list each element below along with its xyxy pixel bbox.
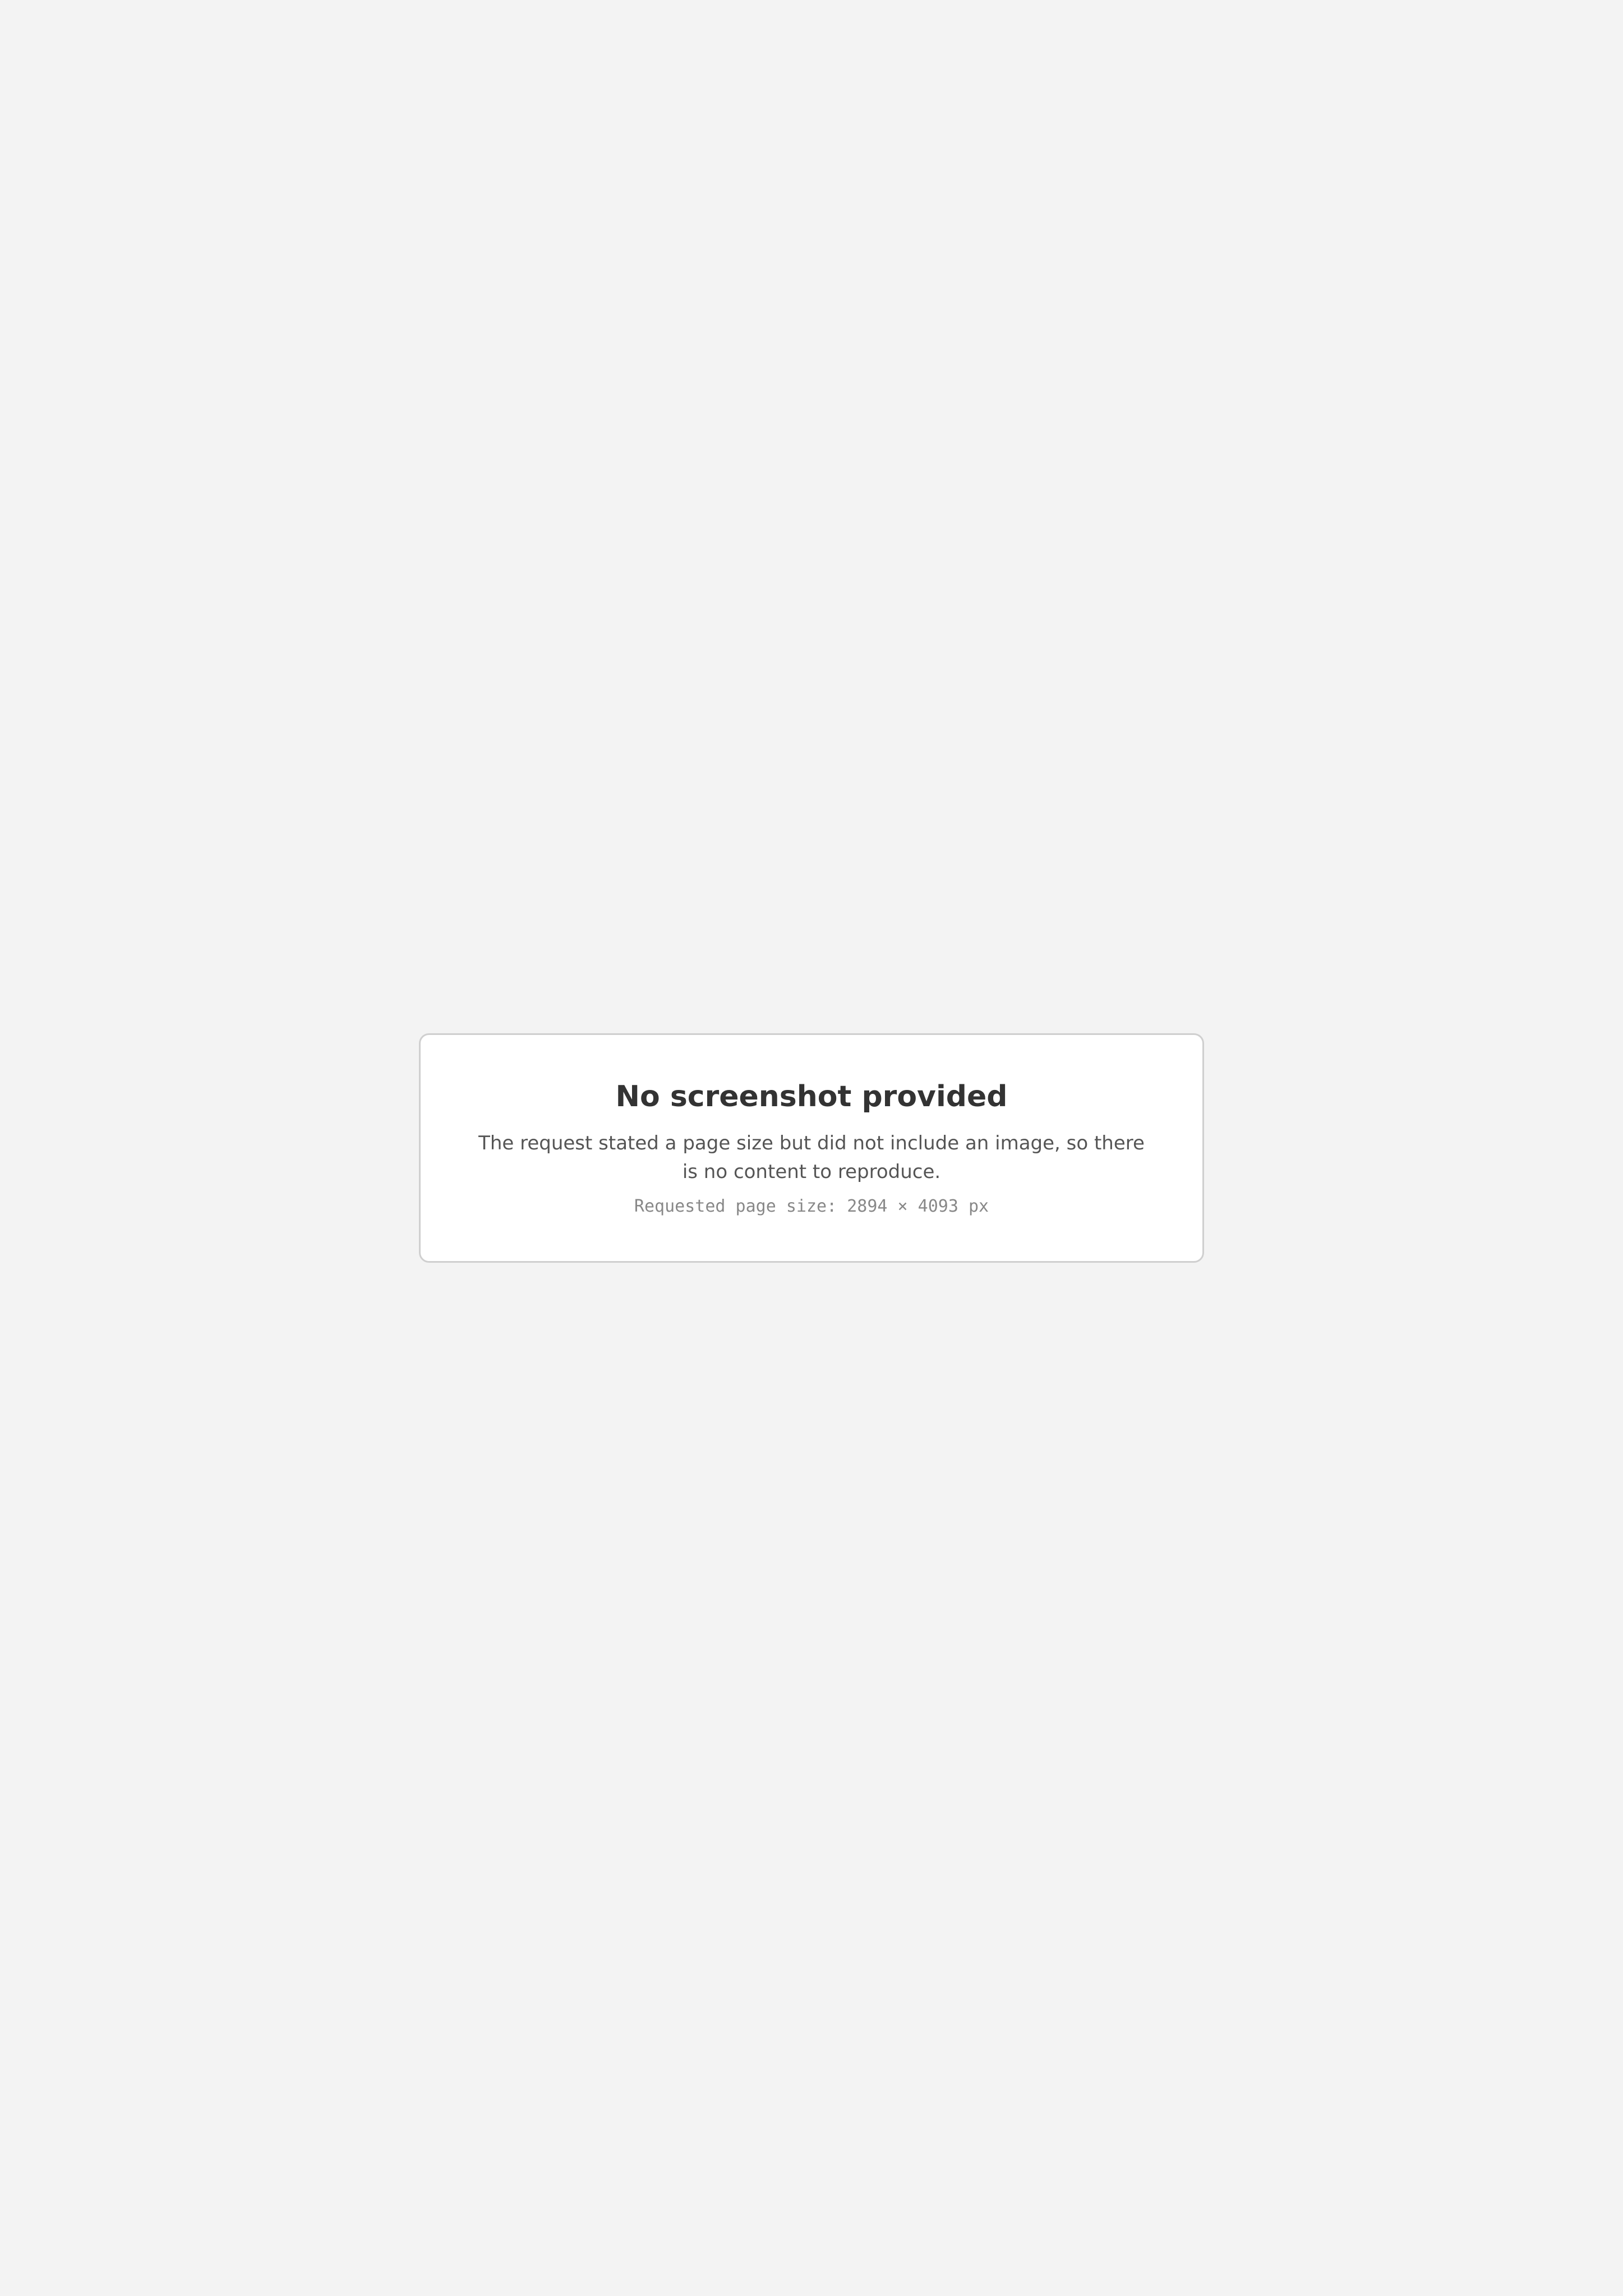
placeholder-message: The request stated a page size but did not include an image, so there is no content to reproduce. [478, 1132, 1145, 1183]
placeholder-frame [419, 1033, 1204, 1263]
placeholder-title: No screenshot provided [615, 1080, 1008, 1114]
placeholder-size-note: Requested page size: 2894 × 4093 px [634, 1197, 989, 1216]
